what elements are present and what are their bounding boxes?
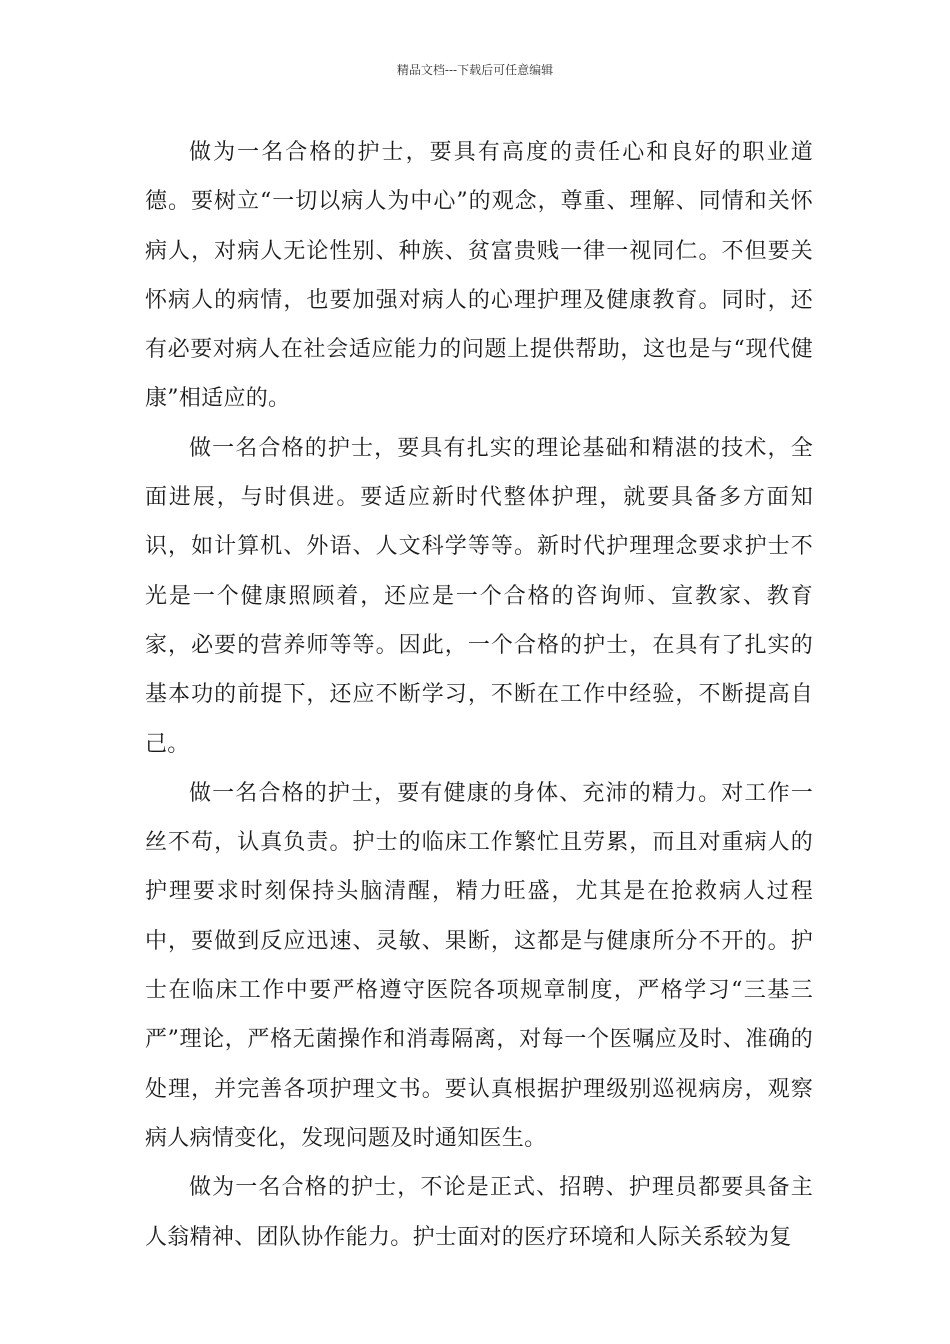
paragraph-1: 做为一名合格的护士，要具有高度的责任心和良好的职业道德。要树立“一切以病人为中心”的观念，尊重、理解、同情和关怀病人，对病人无论性别、种族、贫富贵贱一律一视同仁。不但要关怀病人的病情，也要加强对病人的心理护理及健康教育。同时，还有必要对病人在社会适应能力的问题上提供帮助，这也是与“现代健康”相适应的。 [145, 140, 813, 412]
paragraph-3: 做一名合格的护士，要有健康的身体、充沛的精力。对工作一丝不苟，认真负责。护士的临床工作繁忙且劳累，而且对重病人的护理要求时刻保持头脑清醒，精力旺盛，尤其是在抢救病人过程中，要做到反应迅速、灵敏、果断，这都是与健康所分不开的。护士在临床工作中要严格遵守医院各项规章制度，严格学习“三基三严”理论，严格无菌操作和消毒隔离，对每一个医嘱应及时、准确的处理，并完善各项护理文书。要认真根据护理级别巡视病房，观察病人病情变化，发现问题及时通知医生。 [145, 780, 813, 1151]
paragraph-2: 做一名合格的护士，要具有扎实的理论基础和精湛的技术，全面进展，与时俱进。要适应新时代整体护理，就要具备多方面知识，如计算机、外语、人文科学等等。新时代护理理念要求护士不光是一个健康照顾着，还应是一个合格的咨询师、宣教家、教育家，必要的营养师等等。因此，一个合格的护士，在具有了扎实的基本功的前提下，还应不断学习，不断在工作中经验，不断提高自己。 [145, 435, 813, 757]
paragraph-4: 做为一名合格的护士，不论是正式、招聘、护理员都要具备主人翁精神、团队协作能力。护士面对的医疗环境和人际关系较为复 [145, 1175, 813, 1250]
document-body [145, 128, 813, 1262]
page-header: 精品文档---下载后可任意编辑 [396, 63, 554, 77]
